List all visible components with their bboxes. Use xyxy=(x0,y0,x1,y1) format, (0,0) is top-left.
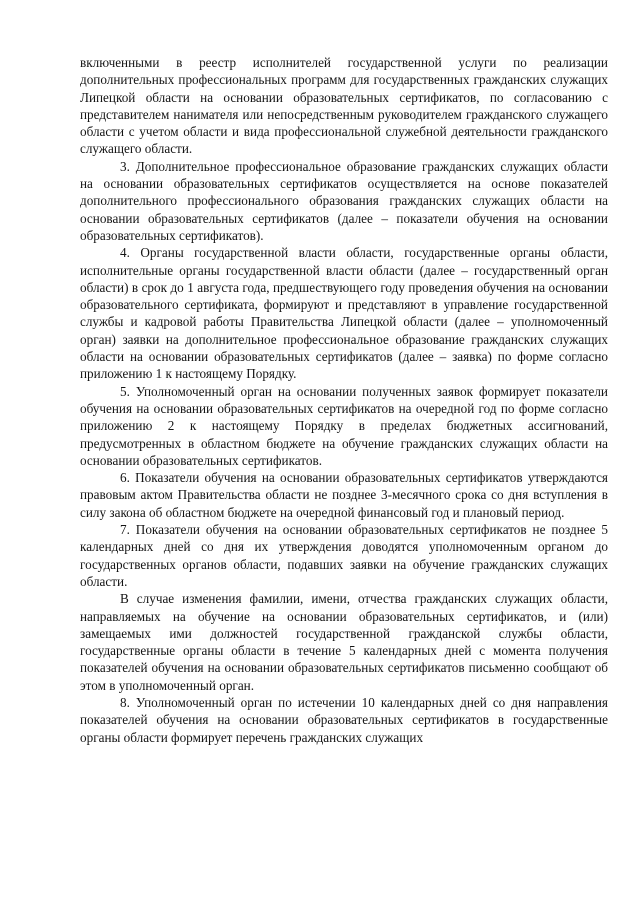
paragraph-8: 8. Уполномоченный орган по истечении 10 календарных дней со дня направления показателей обучения на основании образовательных сертификатов в государственные органы области формирует перечень гражданских служащих xyxy=(80,694,608,745)
paragraph-4: 4. Органы государственной власти области, государственные органы области, исполнительные органы государственной власти области (далее – государственный орган области) в срок до 1 августа года, предшествующего году проведения обучения на основании образовательного сертификата, формируют и представляют в управление государственной службы и кадровой работы Правительства Липецкой области (далее – уполномоченный орган) заявки на дополнительное профессиональное образование гражданских служащих области на основании образовательных сертификатов (далее – заявка) по форме согласно приложению 1 к настоящему Порядку. xyxy=(80,245,608,382)
paragraph-continuation: включенными в реестр исполнителей государственной услуги по реализации дополнительных профессиональных программ для государственных гражданских служащих Липецкой области на основании образовательных сертификатов, по согласованию с представителем нанимателя или непосредственным руководителем гражданского служащего области с учетом области и вида профессиональной служебной деятельности гражданского служащего области. xyxy=(80,55,608,157)
paragraph-7: 7. Показатели обучения на основании образовательных сертификатов не позднее 5 календарных дней со дня их утверждения доводятся уполномоченным органом до государственных органов области, подавших заявки на обучение гражданских служащих области. xyxy=(80,522,608,589)
paragraph-5: 5. Уполномоченный орган на основании полученных заявок формирует показатели обучения на основании образовательных сертификатов на очередной год по форме согласно приложению 2 к настоящему Порядку в пределах бюджетных ассигнований, предусмотренных в областном бюджете на обучение гражданских служащих области на основании образовательных сертификатов. xyxy=(80,383,608,468)
paragraph-6: 6. Показатели обучения на основании образовательных сертификатов утверждаются правовым актом Правительства области не позднее 3-месячного срока со дня вступления в силу закона об областном бюджете на очередной финансовый год и плановый период. xyxy=(80,470,608,520)
paragraph-7-addendum: В случае изменения фамилии, имени, отчества гражданских служащих области, направляемых на обучение на основании образовательных сертификатов, и (или) замещаемых ими должностей государственной гражданской службы области, государственные органы области в течение 5 календарных дней с момента получения показателей обучения на основании образовательных сертификатов письменно сообщают об этом в уполномоченный орган. xyxy=(80,591,608,693)
paragraph-3: 3. Дополнительное профессиональное образование гражданских служащих области на основании образовательных сертификатов осуществляется на основе показателей дополнительного профессионального образования гражданских служащих области на основании образовательных сертификатов (далее – показатели обучения на основании образовательных сертификатов). xyxy=(80,158,608,243)
